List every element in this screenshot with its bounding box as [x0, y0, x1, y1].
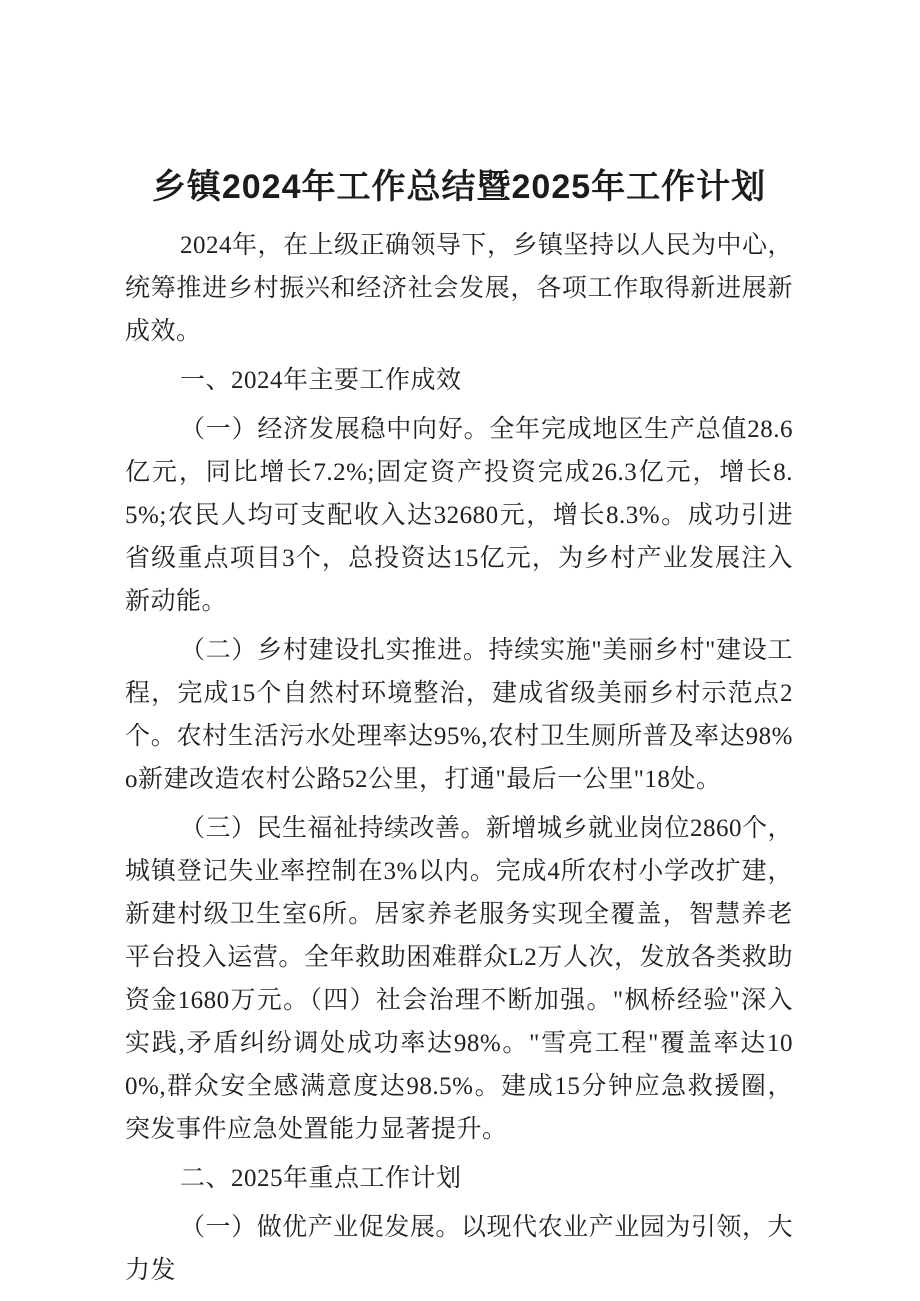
- paragraph-intro: 2024年，在上级正确领导下，乡镇坚持以人民为中心，统筹推进乡村振兴和经济社会发展，各项工作取得新进展新成效。: [125, 232, 794, 345]
- paragraph-rural-construction: （二）乡村建设扎实推进。持续实施"美丽乡村"建设工程，完成15个自然村环境整治，建成省级美丽乡村示范点2个。农村生活污水处理率达95%,农村卫生厕所普及率达98%o新建改造农村公路52公里，打通"最后一公里"18处。: [125, 637, 793, 793]
- document-content: [125, 0, 793, 1298]
- section-heading-2025-plan: 二、2025年重点工作计划: [180, 1165, 462, 1192]
- paragraph-industry-development: （一）做优产业促发展。以现代农业产业园为引领，大力发: [125, 1214, 793, 1284]
- paragraph-livelihood-governance: （三）民生福祉持续改善。新增城乡就业岗位2860个，城镇登记失业率控制在3%以内。完成4所农村小学改扩建，新建村级卫生室6所。居家养老服务实现全覆盖，智慧养老平台投入运营。全年救助困难群众L2万人次，发放各类救助资金1680万元。（四）社会治理不断加强。"枫桥经验"深入实践,矛盾纠纷调处成功率达98%。"雪亮工程"覆盖率达100%,群众安全感满意度达98.5%。建成15分钟应急救援圈，突发事件应急处置能力显著提升。: [125, 815, 794, 1143]
- section-heading-2024-achievements: 一、2024年主要工作成效: [180, 367, 462, 394]
- document-title: 乡镇2024年工作总结暨2025年工作计划: [151, 168, 767, 206]
- paragraph-economy: （一）经济发展稳中向好。全年完成地区生产总值28.6亿元，同比增长7.2%;固定资产投资完成26.3亿元，增长8.5%;农民人均可支配收入达32680元，增长8.3%。成功引进省级重点项目3个，总投资达15亿元，为乡村产业发展注入新动能。: [125, 416, 793, 615]
